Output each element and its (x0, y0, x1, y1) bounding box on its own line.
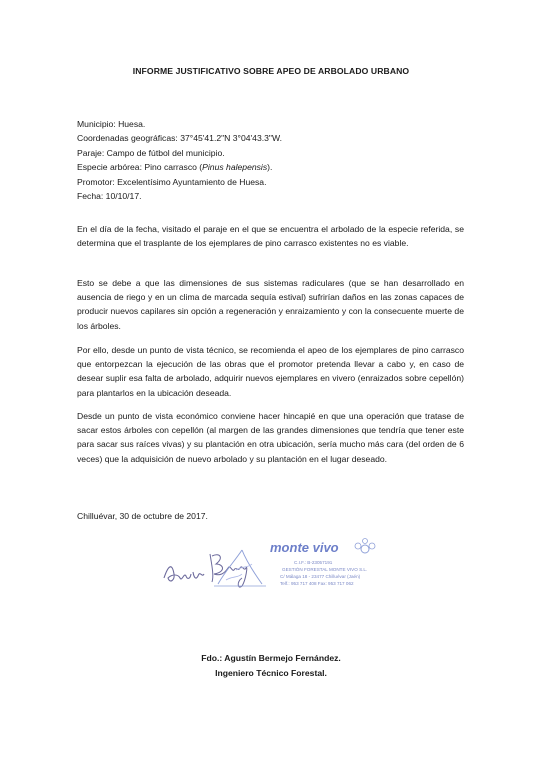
stamp-company: GESTIÓN FORESTAL MONTE VIVO S.L. (282, 567, 368, 572)
stamp-cif: C.I.F.: B-23057191 (294, 560, 333, 565)
meta-promotor: Promotor: Excelentísimo Ayuntamiento de Huesa. (77, 176, 267, 187)
meta-paraje: Paraje: Campo de fútbol del municipio. (77, 147, 225, 158)
meta-municipio: Municipio: Huesa. (77, 119, 146, 129)
signer-block (0, 651, 542, 680)
company-stamp (212, 536, 380, 604)
stamp-tree-logo (212, 540, 268, 590)
signer-name: Fdo.: Agustín Bermejo Fernández. (201, 653, 341, 663)
place-and-date: Chilluévar, 30 de octubre de 2017. (77, 511, 208, 521)
paragraph-2: Esto se debe a que las dimensiones de sus sistemas radiculares (que se han desarrollado en ausencia de riego y en un clima de marcada sequía estival) sufrirían daños en las zonas capaces de producir nuevos capilares sin opción a regeneración y enraizamiento y con la consecuente muerte de los árboles. (77, 278, 464, 331)
paragraph-3: Por ello, desde un punto de vista técnico, se recomienda el apeo de los ejemplares de pino carrasco que entorpezcan la ejecución de las obras que el promotor pretenda llevar a cabo y, en caso de desear suplir esa falta de arbolado, adquirir nuevos ejemplares en vivero (enraizados sobre cepellón) para plantarlos en la ubicación deseada. (77, 345, 464, 398)
document-title: INFORME JUSTIFICATIVO SOBRE APEO DE ARBOLADO URBANO (132, 66, 410, 76)
stamp-brand: monte vivo (270, 540, 339, 555)
paragraph-4: Desde un punto de vista económico conviene hacer hincapié en que una operación que tratase de sacar estos árboles con cepellón (al margen de las grandes dimensiones que tendría que tener este para sacar sus raíces vivas) y su plantación en otra ubicación, sería mucho más cara (del orden de 6 veces) que la adquisición de nuevo arbolado y su plantación en el lugar deseado. (77, 411, 464, 464)
signer-role: Ingeniero Técnico Forestal. (215, 667, 327, 678)
stamp-phone: Telf.: 953 717 408 Fax: 953 717 062 (280, 581, 354, 586)
stamp-address: C/ Málaga 18 - 23477 Chilluévar (Jaén) (280, 574, 361, 579)
signature-block (160, 534, 380, 604)
meta-especie-prefix: Especie arbórea: Pino carrasco ( (77, 162, 203, 173)
meta-fecha: Fecha: 10/10/17. (77, 191, 142, 202)
paragraph-1: En el día de la fecha, visitado el paraje en el que se encuentra el arbolado de la especie referida, se determina que el trasplante de los ejemplares de pino carrasco existentes no es viable. (77, 224, 464, 249)
document-metadata (77, 117, 477, 203)
meta-especie-suffix: ). (267, 162, 273, 173)
meta-especie-latin: Pinus halepensis (202, 162, 268, 173)
meta-especie (77, 160, 477, 174)
meta-coordenadas: Coordenadas geográficas: 37°45'41.2"N 3°04'43.3"W. (77, 133, 282, 144)
stamp-flower-icon (352, 538, 378, 560)
